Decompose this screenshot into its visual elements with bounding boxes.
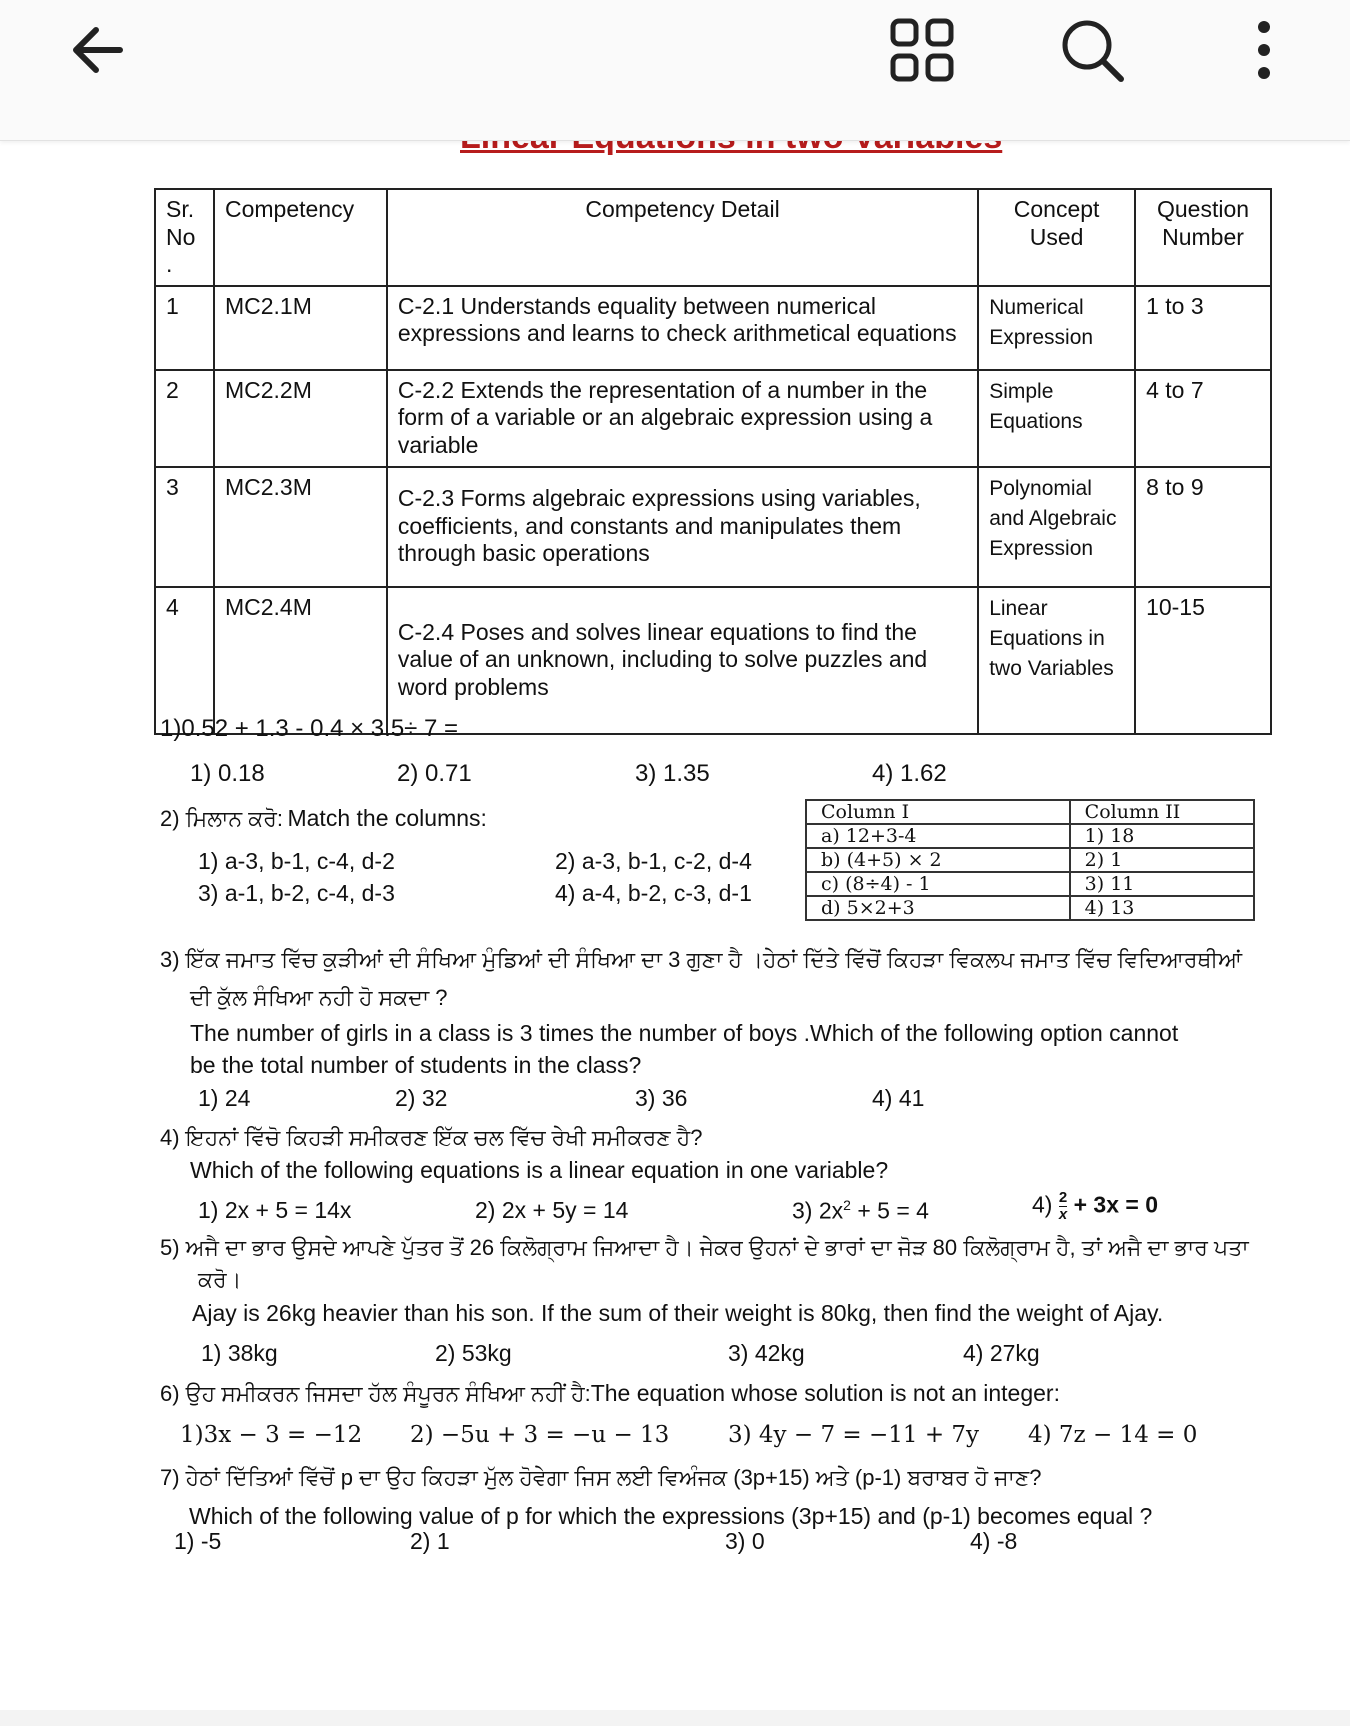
q2-punjabi-text: 2) ਮਿਲਾਨ ਕਰੋ: [160, 806, 284, 831]
q2-option-3[interactable]: 3) a-1, b-2, c-4, d-3 [198, 880, 395, 906]
match-columns-table [805, 799, 1255, 921]
cell-concept: Polynomial and Algebraic Expression [978, 467, 1135, 587]
search-icon [1057, 15, 1127, 85]
competency-table [154, 188, 1272, 735]
q5-option-2[interactable]: 2) 53kg [435, 1340, 512, 1366]
fraction-numerator: 2 [1058, 1189, 1068, 1206]
q3-punjabi-line-2: ਦੀ ਕੁੱਲ ਸੰਖਿਆ ਨਹੀ ਹੋ ਸਕਦਾ ? [190, 985, 448, 1010]
cell-detail: C-2.2 Extends the representation of a number in the form of a variable or an algebraic expression using a variable [387, 370, 978, 467]
q3-option-4[interactable]: 4) 41 [872, 1085, 925, 1111]
match-header-row [806, 800, 1254, 824]
cell-detail: C-2.3 Forms algebraic expressions using variables, coefficients, and constants and manipulates them through basic operations [387, 467, 978, 587]
q6-english-text: The equation whose solution is not an integer: [590, 1380, 1060, 1406]
col-header-detail: Competency Detail [387, 189, 978, 286]
q2-option-1[interactable]: 1) a-3, b-1, c-4, d-2 [198, 848, 395, 874]
column-2-item: 3) 11 [1070, 872, 1254, 896]
cell-concept: Numerical Expression [978, 286, 1135, 370]
more-options-button[interactable] [1214, 0, 1314, 100]
q1-option-2[interactable]: 2) 0.71 [397, 760, 472, 787]
cell-competency: MC2.1M [214, 286, 387, 370]
table-row [155, 587, 1271, 734]
q5-option-3[interactable]: 3) 42kg [728, 1340, 805, 1366]
q1-option-4[interactable]: 4) 1.62 [872, 760, 947, 787]
cell-competency: MC2.3M [214, 467, 387, 587]
fraction-denominator: x [1058, 1206, 1068, 1223]
table-header-row [155, 189, 1271, 286]
column-1-header: Column I [806, 800, 1070, 824]
question-2-stem [160, 805, 487, 832]
q6-option-3[interactable]: 3) 4y − 7 = −11 + 7y [728, 1422, 980, 1448]
column-1-item: b) (4+5) × 2 [806, 848, 1070, 872]
cell-question-number: 4 to 7 [1135, 370, 1271, 467]
column-1-item: d) 5×2+3 [806, 896, 1070, 920]
table-row [155, 467, 1271, 587]
q4-option-4-rest: + 3x = 0 [1073, 1191, 1158, 1218]
q4-option-3[interactable] [792, 1197, 929, 1225]
q7-option-3[interactable]: 3) 0 [725, 1528, 765, 1554]
q4-option-3-base: 3) 2x [792, 1197, 844, 1224]
column-2-item: 4) 13 [1070, 896, 1254, 920]
match-row [806, 848, 1254, 872]
grid-view-icon [887, 15, 957, 85]
app-toolbar [0, 0, 1350, 141]
q3-option-3[interactable]: 3) 36 [635, 1085, 688, 1111]
q3-option-2[interactable]: 2) 32 [395, 1085, 448, 1111]
q1-option-3[interactable]: 3) 1.35 [635, 760, 710, 787]
q7-option-1[interactable]: 1) -5 [174, 1528, 222, 1554]
q4-punjabi-text: 4) ਇਹਨਾਂ ਵਿੱਚੋ ਕਿਹੜੀ ਸਮੀਕਰਣ ਇੱਕ ਚਲ ਵਿੱਚ ਰੇਖੀ ਸਮੀਕਰਣ ਹੈ? [160, 1125, 703, 1150]
match-row [806, 896, 1254, 920]
back-button[interactable] [48, 0, 148, 100]
more-vertical-icon [1249, 15, 1279, 85]
q6-option-2[interactable]: 2) −5u + 3 = −u − 13 [410, 1422, 670, 1448]
column-2-item: 1) 18 [1070, 824, 1254, 848]
cell-detail: C-2.4 Poses and solves linear equations to find the value of an unknown, including to solve puzzles and word problems [387, 587, 978, 734]
col-header-question: Question Number [1135, 189, 1271, 286]
question-1-stem: 1)0.52 + 1.3 - 0.4 × 3.5÷ 7 = [160, 715, 459, 742]
q5-option-4[interactable]: 4) 27kg [963, 1340, 1040, 1366]
bottom-edge [0, 1710, 1350, 1726]
cell-question-number: 8 to 9 [1135, 467, 1271, 587]
cell-sr: 3 [155, 467, 214, 587]
cell-question-number: 10-15 [1135, 587, 1271, 734]
cell-detail: C-2.1 Understands equality between numerical expressions and learns to check arithmetical equations [387, 286, 978, 370]
cell-concept: Linear Equations in two Variables [978, 587, 1135, 734]
q6-option-4[interactable]: 4) 7z − 14 = 0 [1028, 1422, 1198, 1448]
column-2-header: Column II [1070, 800, 1254, 824]
grid-view-button[interactable] [872, 0, 972, 100]
q5-english-text: Ajay is 26kg heavier than his son. If the sum of their weight is 80kg, then find the weight of Ajay. [192, 1300, 1164, 1326]
col-header-concept: Concept Used [978, 189, 1135, 286]
col-header-sr: Sr. No . [155, 189, 214, 286]
q5-punjabi-line-1: 5) ਅਜੈ ਦਾ ਭਾਰ ਉਸਦੇ ਆਪਣੇ ਪੁੱਤਰ ਤੋਂ 26 ਕਿਲੋਗ੍ਰਾਮ ਜਿਆਦਾ ਹੈ। ਜੇਕਰ ਉਹਨਾਂ ਦੇ ਭਾਰਾਂ ਦਾ ਜੋੜ 80 ਕਿਲੋਗ੍ਰਾਮ ਹੈ, ਤਾਂ ਅਜੈ ਦਾ ਭਾਰ ਪਤਾ [160, 1235, 1249, 1260]
arrow-left-icon [66, 18, 130, 82]
q4-option-3-rest: + 5 = 4 [850, 1197, 929, 1224]
q7-option-2[interactable]: 2) 1 [410, 1528, 450, 1554]
q6-option-1[interactable]: 1)3x − 3 = −12 [180, 1422, 363, 1448]
match-row [806, 872, 1254, 896]
q4-option-4-label: 4) [1032, 1191, 1053, 1218]
cell-concept: Simple Equations [978, 370, 1135, 467]
q6-punjabi-text: 6) ਉਹ ਸਮੀਕਰਨ ਜਿਸਦਾ ਹੱਲ ਸੰਪੂਰਨ ਸੰਖਿਆ ਨਹੀਂ ਹੈ: [160, 1381, 591, 1406]
q4-option-2[interactable]: 2) 2x + 5y = 14 [475, 1197, 629, 1223]
q4-english-text: Which of the following equations is a linear equation in one variable? [190, 1157, 889, 1183]
cell-sr: 2 [155, 370, 214, 467]
q2-option-2[interactable]: 2) a-3, b-1, c-2, d-4 [555, 848, 752, 874]
q7-punjabi-text: 7) ਹੇਠਾਂ ਦਿੱਤਿਆਂ ਵਿੱਚੋਂ p ਦਾ ਉਹ ਕਿਹੜਾ ਮੁੱਲ ਹੋਵੇਗਾ ਜਿਸ ਲਈ ਵਿਅੰਜਕ (3p+15) ਅਤੇ (p-1) ਬਰਾਬਰ ਹੋ ਜਾਣ? [160, 1465, 1042, 1490]
q1-option-1[interactable]: 1) 0.18 [190, 760, 265, 787]
document-page[interactable] [0, 140, 1350, 1710]
q2-english-text: Match the columns: [287, 805, 487, 831]
q4-option-1[interactable]: 1) 2x + 5 = 14x [198, 1197, 352, 1223]
column-1-item: a) 12+3-4 [806, 824, 1070, 848]
q4-option-4[interactable] [1032, 1190, 1158, 1223]
q7-english-text: Which of the following value of p for which the expressions (3p+15) and (p-1) becomes equal ? [189, 1503, 1153, 1529]
q3-punjabi-line-1: 3) ਇੱਕ ਜਮਾਤ ਵਿੱਚ ਕੁੜੀਆਂ ਦੀ ਸੰਖਿਆ ਮੁੰਡਿਆਂ ਦੀ ਸੰਖਿਆ ਦਾ 3 ਗੁਣਾ ਹੈ ।ਹੇਠਾਂ ਦਿੱਤੇ ਵਿੱਚੋਂ ਕਿਹੜਾ ਵਿਕਲਪ ਜਮਾਤ ਵਿੱਚ ਵਿਦਿਆਰਥੀਆਂ [160, 947, 1243, 972]
q7-option-4[interactable]: 4) -8 [970, 1528, 1018, 1554]
cell-sr: 1 [155, 286, 214, 370]
cell-competency: MC2.4M [214, 587, 387, 734]
cell-question-number: 1 to 3 [1135, 286, 1271, 370]
cell-competency: MC2.2M [214, 370, 387, 467]
match-row [806, 824, 1254, 848]
cell-sr: 4 [155, 587, 214, 734]
q2-option-4[interactable]: 4) a-4, b-2, c-3, d-1 [555, 880, 752, 906]
q3-english-line-2: be the total number of students in the class? [190, 1052, 642, 1078]
q4-option-4-fraction [1059, 1190, 1067, 1223]
q5-option-1[interactable]: 1) 38kg [201, 1340, 278, 1366]
table-row [155, 370, 1271, 467]
column-2-item: 2) 1 [1070, 848, 1254, 872]
q5-punjabi-line-2: ਕਰੋ। [198, 1267, 242, 1292]
column-1-item: c) (8÷4) - 1 [806, 872, 1070, 896]
table-row [155, 286, 1271, 370]
q4-option-3-exponent: 2 [843, 1197, 851, 1213]
q3-english-line-1: The number of girls in a class is 3 times the number of boys .Which of the following option cannot [190, 1020, 1179, 1046]
col-header-competency: Competency [214, 189, 387, 286]
question-6-stem [160, 1380, 1060, 1407]
search-button[interactable] [1042, 0, 1142, 100]
q3-option-1[interactable]: 1) 24 [198, 1085, 251, 1111]
